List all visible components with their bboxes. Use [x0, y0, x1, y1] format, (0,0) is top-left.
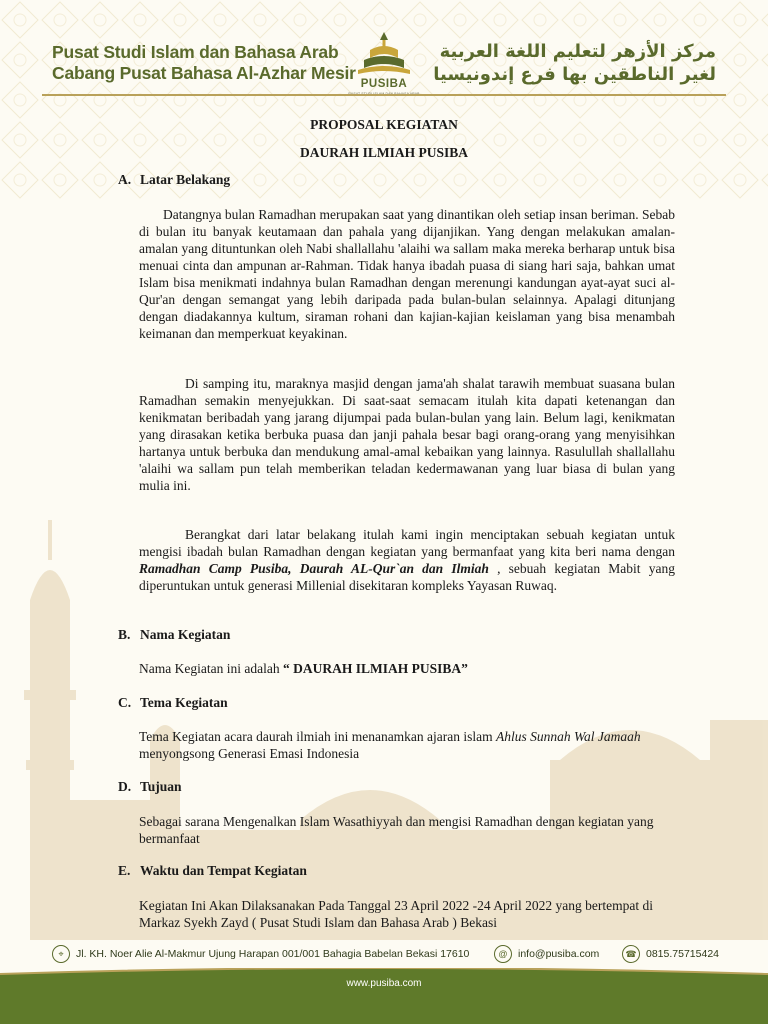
- phone-icon: ☎: [622, 945, 640, 963]
- section-letter: A.: [118, 172, 132, 187]
- section-a-paragraph-3: [139, 526, 675, 594]
- para3-text: Berangkat dari latar belakang itulah kami ingin menciptakan sebuah kegiatan untuk mengisi ibadah bulan Ramadhan dengan kegiatan yang bermanfaat yang kita beri nama dengan: [139, 527, 675, 559]
- logo-text: PUSIBA: [360, 78, 408, 90]
- activity-name-intro: Nama Kegiatan ini adalah: [139, 661, 283, 676]
- section-title: Tujuan: [140, 779, 182, 794]
- section-letter: D.: [118, 779, 132, 794]
- activity-name: “ DAURAH ILMIAH PUSIBA”: [282, 661, 468, 676]
- institution-name-line1: Pusat Studi Islam dan Bahasa Arab: [52, 42, 339, 62]
- para3-text-end: , sebuah kegiatan Mabit yang diperuntukan untuk generasi Millenial disekitaran kompleks Yayasan Ruwaq.: [139, 561, 675, 593]
- section-title: Waktu dan Tempat Kegiatan: [140, 863, 307, 878]
- institution-name-arabic: [433, 40, 716, 86]
- section-c-heading: [118, 695, 228, 711]
- section-title: Nama Kegiatan: [140, 627, 231, 642]
- section-a-paragraph-1: Datangnya bulan Ramadhan merupakan saat yang dinantikan oleh setiap insan beriman. Sebab di bulan itu banyak keutamaan dan pahala yang dijanjikan. Yang dengan melakukan amalan-amalan yang dituntunkan oleh Nabi shallallahu 'alaihi wa sallam maka mereka berharap untuk bisa menuai cinta dan ampunan ar-Rahman. Tidak hanya ibadah puasa di siang hari saja, bahkan umat Islam bisa menikmati indahnya bulan Ramadhan dengan merenungi kandungan ayat-ayat suci al-Qur'an dengan semangat yang lebih daripada pada bulan-bulan selainnya. Apalagi ditunjang dengan diadakannya kultum, siraman rohani dan kajian-kajian keislaman yang bisa menambah keimanan dan memperkuat keyakinan.: [139, 207, 675, 341]
- footer-email[interactable]: [494, 945, 599, 963]
- arabic-line2: لغير الناطقين بها فرع إندونيسيا: [433, 64, 716, 85]
- footer-contacts: [48, 940, 720, 968]
- institution-name-line2: Cabang Pusat Bahasa Al-Azhar Mesir: [52, 63, 356, 83]
- arabic-line1: مركز الأزهر لتعليم اللغة العربية: [439, 41, 716, 62]
- location-pin-icon: ⌖: [52, 945, 70, 963]
- program-name: Ramadhan Camp Pusiba, Daurah AL-Qur`an dan Ilmiah: [139, 561, 489, 576]
- doc-title: PROPOSAL KEGIATAN: [310, 117, 458, 132]
- email-icon: @: [494, 945, 512, 963]
- section-d-text: Sebagai sarana Mengenalkan Islam Wasathiyyah dan mengisi Ramadhan dengan kegiatan yang bermanfaat: [139, 814, 654, 846]
- footer-phone[interactable]: [622, 945, 719, 963]
- section-letter: B.: [118, 627, 131, 642]
- address-text: Jl. KH. Noer Alie Al-Makmur Ujung Harapan 001/001 Bahagia Babelan Bekasi 17610: [76, 948, 470, 960]
- section-a-heading: [118, 172, 230, 188]
- section-letter: C.: [118, 695, 132, 710]
- theme-emphasis: Ahlus Sunnah Wal Jamaah: [496, 729, 641, 744]
- theme-end: menyongsong Generasi Emasi Indonesia: [139, 746, 360, 761]
- section-c-text: [139, 728, 659, 762]
- section-a-paragraph-2: Di samping itu, maraknya masjid dengan jama'ah shalat tarawih membuat suasana bulan Ramadhan semakin menyejukkan. Di saat-saat semacam itulah kita dapati ketenangan dan kenikmatan beribadah yang jarang dijumpai pada bulan-bulan yang lain. Belum lagi, kenikmatan yang dirasakan ketika berbuka puasa dan janji pahala besar bagi orang-orang yang menyisihkan hartanya untuk berbuka dan mendukung amal-amal kebaikan yang lainnya. Rasulullah shallallahu 'alaihi wa sallam pun telah memberikan teladan kedermawanan yang luar biasa di bulan yang mulia ini.: [139, 376, 675, 493]
- doc-subtitle: DAURAH ILMIAH PUSIBA: [299, 145, 468, 160]
- section-b-heading: [118, 627, 230, 643]
- header-divider: [42, 94, 726, 96]
- section-b-text: [139, 660, 675, 677]
- section-e-text: Kegiatan Ini Akan Dilaksanakan Pada Tanggal 23 April 2022 -24 April 2022 yang bertempat di Markaz Syekh Zayd ( Pusat Studi Islam dan Bahasa Arab ) Bekasi: [139, 898, 653, 930]
- section-e-heading: [118, 863, 307, 879]
- section-title: Tema Kegiatan: [140, 695, 228, 710]
- footer-website[interactable]: www.pusiba.com: [346, 978, 422, 989]
- phone-text[interactable]: 0815.75715424: [646, 948, 719, 960]
- logo-emblem-icon: [346, 28, 422, 78]
- email-text[interactable]: info@pusiba.com: [518, 948, 600, 960]
- section-letter: E.: [118, 863, 131, 878]
- footer-band: [0, 968, 768, 1024]
- theme-intro: Tema Kegiatan acara daurah ilmiah ini menanamkan ajaran islam: [139, 729, 497, 744]
- pusiba-logo: [346, 28, 422, 100]
- section-title: Latar Belakang: [140, 172, 231, 187]
- footer-address: [52, 945, 469, 963]
- institution-name: [52, 42, 356, 84]
- section-d-heading: [118, 779, 182, 795]
